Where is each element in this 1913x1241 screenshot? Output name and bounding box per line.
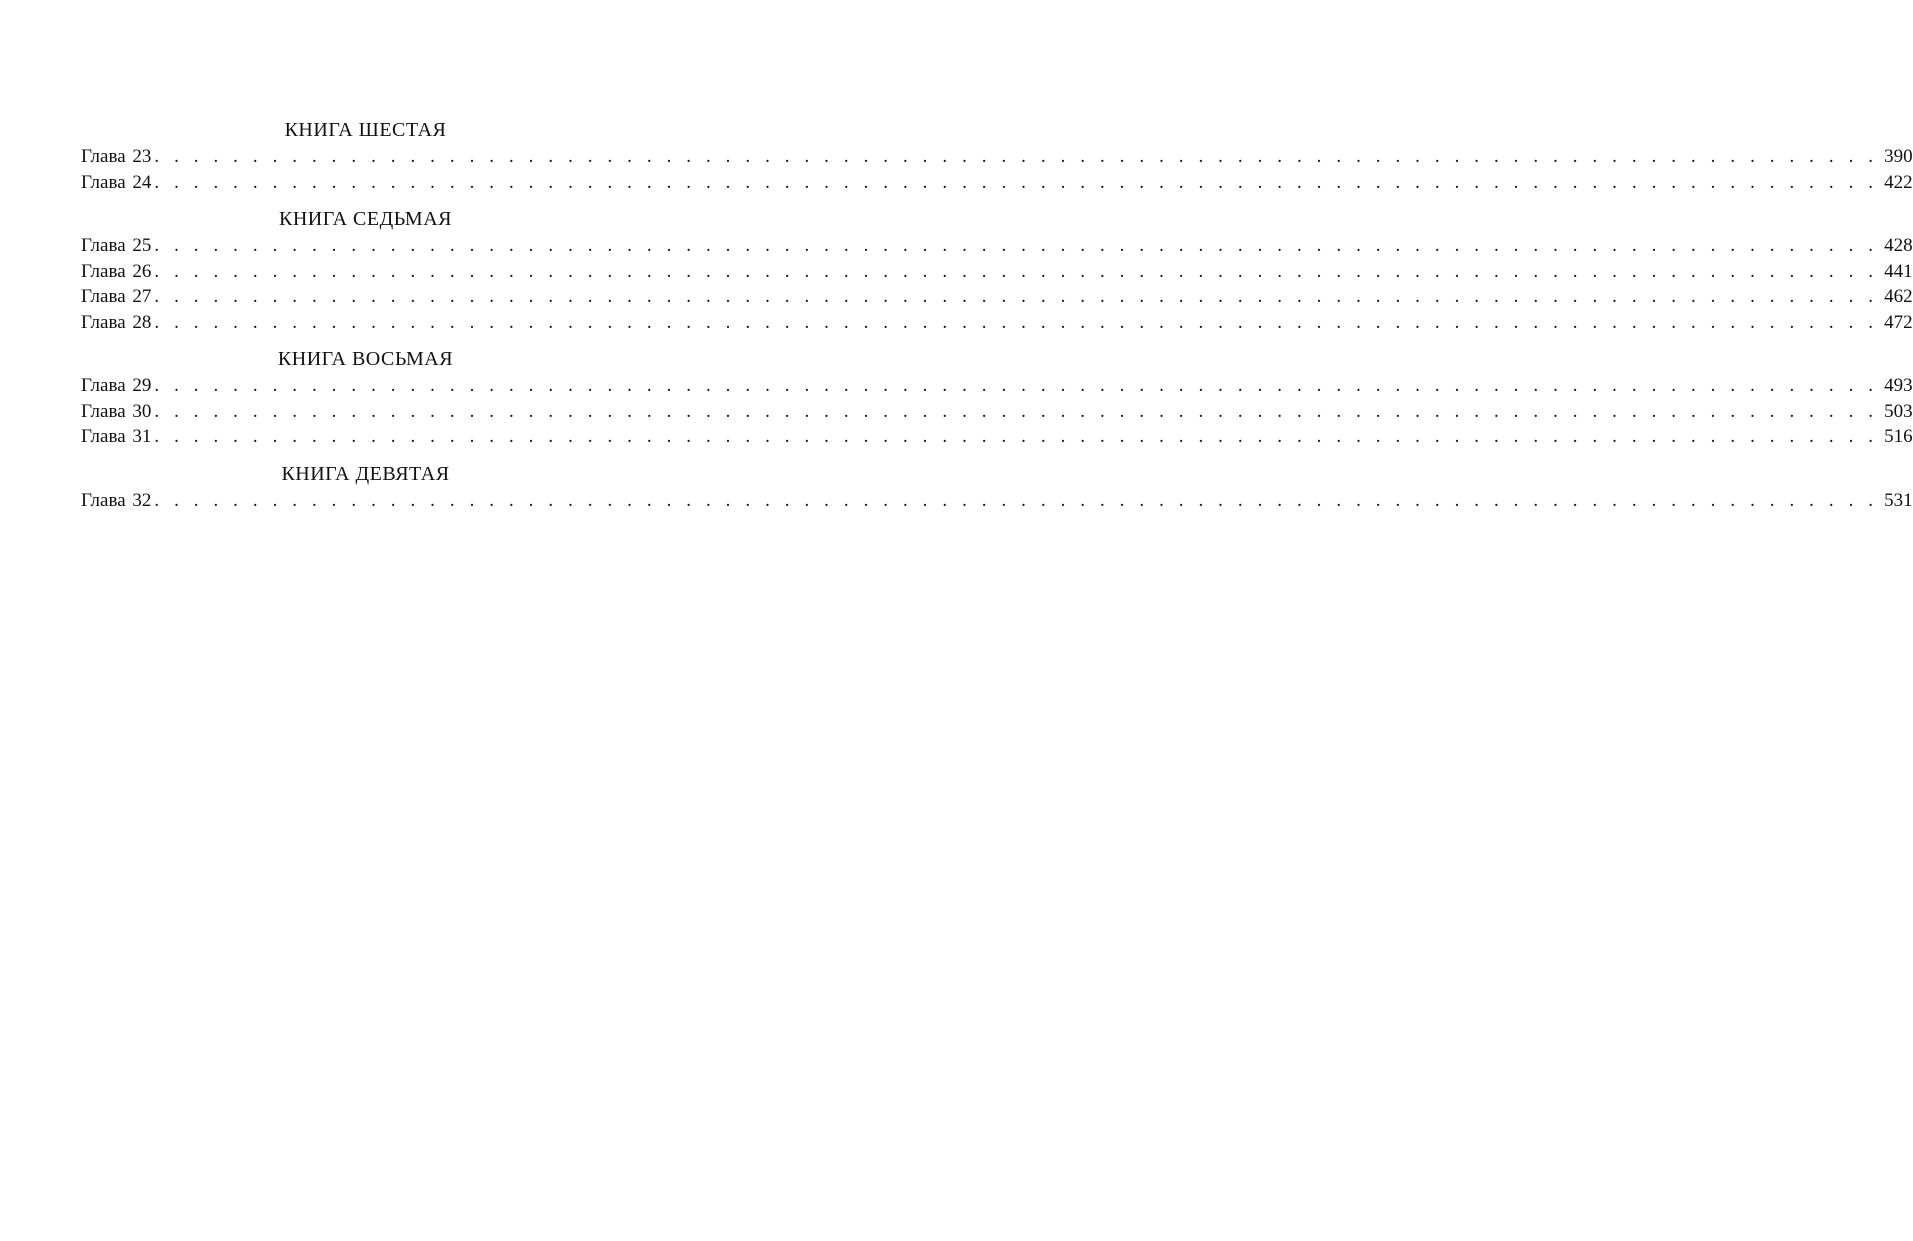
dot-leader: . . . . . . . . . . . . . . . . . . . . . . . . . . . . . . . . . . . . . . . . . . . . . . . . . . . . . . . . . . . . . . . . . . . . . . . . . . . . . . . . . . . . . . . . <box>154 260 1879 282</box>
toc-section-book-nine <box>81 461 1913 514</box>
dot-leader: . . . . . . . . . . . . . . . . . . . . . . . . . . . . . . . . . . . . . . . . . . . . . . . . . . . . . . . . . . . . . . . . . . . . . . . . . . . . . . . . . . . . . . . . <box>154 400 1879 422</box>
toc-entry[interactable] <box>81 284 1913 310</box>
chapter-label: Глава 31 <box>81 426 152 447</box>
toc-entry[interactable] <box>81 144 1913 170</box>
chapter-label: Глава 23 <box>81 146 152 167</box>
chapter-label: Глава 25 <box>81 235 152 256</box>
toc-entry[interactable] <box>81 170 1913 196</box>
page-number: 422 <box>1884 171 1913 193</box>
chapter-label: Глава 30 <box>81 400 152 422</box>
page-number: 472 <box>1884 311 1913 333</box>
page-number: 531 <box>1884 489 1913 511</box>
section-heading: КНИГА ВОСЬМАЯ <box>277 348 454 370</box>
page-number: 503 <box>1884 400 1913 422</box>
toc-entry[interactable] <box>81 424 1913 450</box>
page-number: 428 <box>1884 235 1913 256</box>
toc-entry[interactable] <box>81 310 1913 336</box>
section-heading: КНИГА ДЕВЯТАЯ <box>281 462 450 485</box>
dot-leader: . . . . . . . . . . . . . . . . . . . . . . . . . . . . . . . . . . . . . . . . . . . . . . . . . . . . . . . . . . . . . . . . . . . . . . . . . . . . . . . . . . . . . . . . <box>154 489 1879 511</box>
dot-leader: . . . . . . . . . . . . . . . . . . . . . . . . . . . . . . . . . . . . . . . . . . . . . . . . . . . . . . . . . . . . . . . . . . . . . . . . . . . . . . . . . . . . . . . . <box>154 235 1879 256</box>
chapter-label: Глава 26 <box>81 260 152 282</box>
toc-entry[interactable] <box>81 488 1913 514</box>
toc-entry[interactable] <box>81 259 1913 285</box>
chapter-label: Глава 28 <box>81 311 152 333</box>
toc-section-book-eight <box>81 346 1913 450</box>
chapter-label: Глава 27 <box>81 286 152 307</box>
chapter-label: Глава 29 <box>81 375 152 396</box>
toc-section-book-six <box>81 117 1913 195</box>
chapter-label: Глава 32 <box>81 489 152 511</box>
page-number: 390 <box>1884 146 1913 167</box>
table-of-contents <box>81 117 1913 513</box>
section-heading: КНИГА ШЕСТАЯ <box>284 119 447 141</box>
dot-leader: . . . . . . . . . . . . . . . . . . . . . . . . . . . . . . . . . . . . . . . . . . . . . . . . . . . . . . . . . . . . . . . . . . . . . . . . . . . . . . . . . . . . . . . . <box>154 146 1879 167</box>
toc-entry[interactable] <box>81 233 1913 259</box>
dot-leader: . . . . . . . . . . . . . . . . . . . . . . . . . . . . . . . . . . . . . . . . . . . . . . . . . . . . . . . . . . . . . . . . . . . . . . . . . . . . . . . . . . . . . . . . <box>154 311 1879 333</box>
page-number: 441 <box>1884 260 1913 282</box>
dot-leader: . . . . . . . . . . . . . . . . . . . . . . . . . . . . . . . . . . . . . . . . . . . . . . . . . . . . . . . . . . . . . . . . . . . . . . . . . . . . . . . . . . . . . . . . <box>154 375 1879 396</box>
toc-entry[interactable] <box>81 373 1913 399</box>
page-number: 516 <box>1884 426 1913 447</box>
chapter-label: Глава 24 <box>81 171 152 193</box>
page-number: 493 <box>1884 375 1913 396</box>
dot-leader: . . . . . . . . . . . . . . . . . . . . . . . . . . . . . . . . . . . . . . . . . . . . . . . . . . . . . . . . . . . . . . . . . . . . . . . . . . . . . . . . . . . . . . . . <box>154 426 1879 447</box>
toc-section-book-seven <box>81 206 1913 335</box>
section-heading: КНИГА СЕДЬМАЯ <box>278 208 452 230</box>
page-number: 462 <box>1884 286 1913 307</box>
toc-entry[interactable] <box>81 399 1913 425</box>
dot-leader: . . . . . . . . . . . . . . . . . . . . . . . . . . . . . . . . . . . . . . . . . . . . . . . . . . . . . . . . . . . . . . . . . . . . . . . . . . . . . . . . . . . . . . . . <box>154 286 1879 307</box>
dot-leader: . . . . . . . . . . . . . . . . . . . . . . . . . . . . . . . . . . . . . . . . . . . . . . . . . . . . . . . . . . . . . . . . . . . . . . . . . . . . . . . . . . . . . . . . <box>154 171 1879 193</box>
